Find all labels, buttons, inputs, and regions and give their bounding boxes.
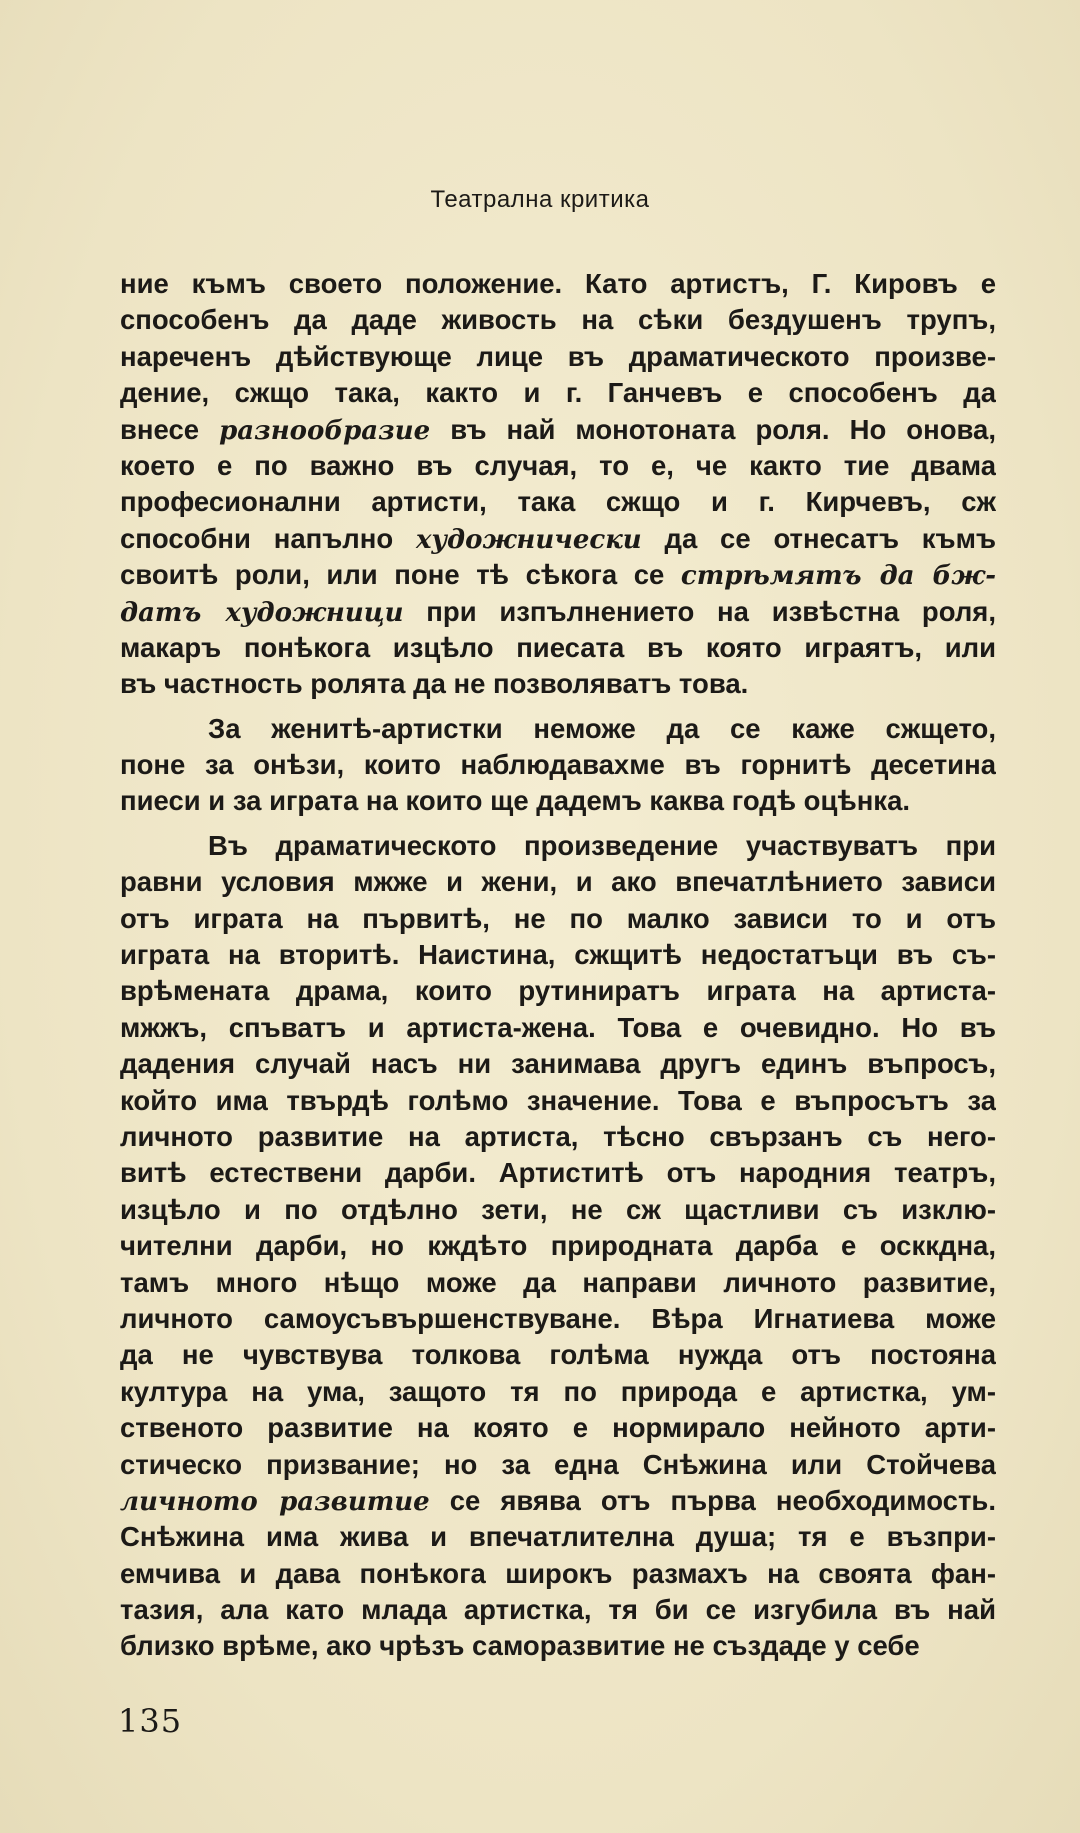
paragraph (120, 828, 996, 1665)
text-line: тамъ много нѣщо може да направи личното развитие, (120, 1266, 996, 1298)
text-line: За женитѣ-артистки неможе да се каже сжщето, (208, 712, 996, 744)
text-line: датъ художници при изпълнението на извѣстна роля, (120, 595, 996, 628)
text-line: дадения случай насъ ни занимава другъ единъ въпросъ, (120, 1048, 996, 1080)
text-line: което е по важно въ случая, то е, че както тие двама (120, 449, 996, 481)
text-line: врѣмената драма, които рутиниратъ играта на артиста- (120, 975, 996, 1007)
paragraph (120, 266, 996, 703)
text-line: професионални артисти, така сжщо и г. Кирчевъ, сж (120, 486, 996, 518)
text-line: който има твърдѣ голѣмо значение. Това е въпросътъ за (120, 1084, 996, 1116)
text-line: близко врѣме, ако чрѣзъ саморазвитие не създаде у себе (120, 1630, 920, 1662)
text-line: чителни дарби, но кждѣто природната дарба е осккдна, (120, 1230, 996, 1262)
body-text (120, 266, 996, 1665)
text-line: дение, сжщо така, както и г. Ганчевъ е способенъ да (120, 377, 996, 409)
text-line: стическо призвание; но за една Снѣжина или Стойчева (120, 1448, 996, 1480)
text-line: ние къмъ своето положение. Като артистъ, Г. Кировъ е (120, 268, 996, 299)
text-line: Въ драматическото произведение участвуватъ при (208, 829, 996, 861)
text-line: витѣ естествени дарби. Артиститѣ отъ народния театръ, (120, 1157, 996, 1189)
text-line: внесе разнообразие въ най монотоната роля. Но онова, (120, 413, 996, 446)
text-line: емчива и дава понѣкога широкъ размахъ на своята фан- (120, 1557, 996, 1589)
text-line: култура на ума, защото тя по природа е артистка, ум- (120, 1375, 996, 1407)
text-line: отъ играта на първитѣ, не по малко зависи то и отъ (120, 902, 996, 934)
text-line: изцѣло и по отдѣлно зети, не сж щастливи съ изклю- (120, 1193, 996, 1225)
text-line: ственото развитие на която е нормирало нейното арти- (120, 1412, 996, 1444)
text-line: способни напълно художнически да се отнесатъ къмъ (120, 522, 996, 555)
text-line: да не чувствува толкова голѣма нужда отъ постояна (120, 1339, 996, 1371)
running-head: Театрална критика (430, 186, 650, 213)
text-line: равни условия мжже и жени, и ако впечатлѣнието зависи (120, 866, 996, 898)
text-line: личното развитие на артиста, тѣсно свързанъ съ него- (120, 1120, 996, 1152)
text-line: личното самоусъвършенствуване. Вѣра Игнатиева може (120, 1302, 996, 1334)
page-number: 135 (118, 1702, 183, 1740)
text-line: макаръ понѣкога изцѣло пиесата въ която играятъ, или (120, 631, 996, 663)
paragraph (120, 711, 996, 820)
text-line: личното развитие се явява отъ първа необходимость. (120, 1484, 996, 1517)
text-line: поне за онѣзи, които наблюдавахме въ горнитѣ десетина (120, 749, 996, 781)
text-line: въ частность ролята да не позволяватъ това. (120, 668, 749, 700)
text-line: Снѣжина има жива и впечатлителна душа; тя е възпри- (120, 1521, 996, 1553)
text-line: играта на вторитѣ. Наистина, сжщитѣ недостатъци въ съ- (120, 939, 996, 971)
text-line: мжжъ, спъватъ и артиста-жена. Това е очевидно. Но въ (120, 1011, 996, 1043)
text-line: нареченъ дѣйствующе лице въ драматическото произве- (120, 340, 996, 372)
text-line: тазия, ала като млада артистка, тя би се изгубила въ най (120, 1594, 996, 1626)
text-line: способенъ да даде живость на сѣки бездушенъ трупъ, (120, 304, 996, 336)
text-line: пиеси и за играта на които ще дадемъ каква годѣ оцѣнка. (120, 785, 911, 817)
text-line: своитѣ роли, или поне тѣ сѣкога се стрѣмятъ да бж- (120, 559, 996, 592)
